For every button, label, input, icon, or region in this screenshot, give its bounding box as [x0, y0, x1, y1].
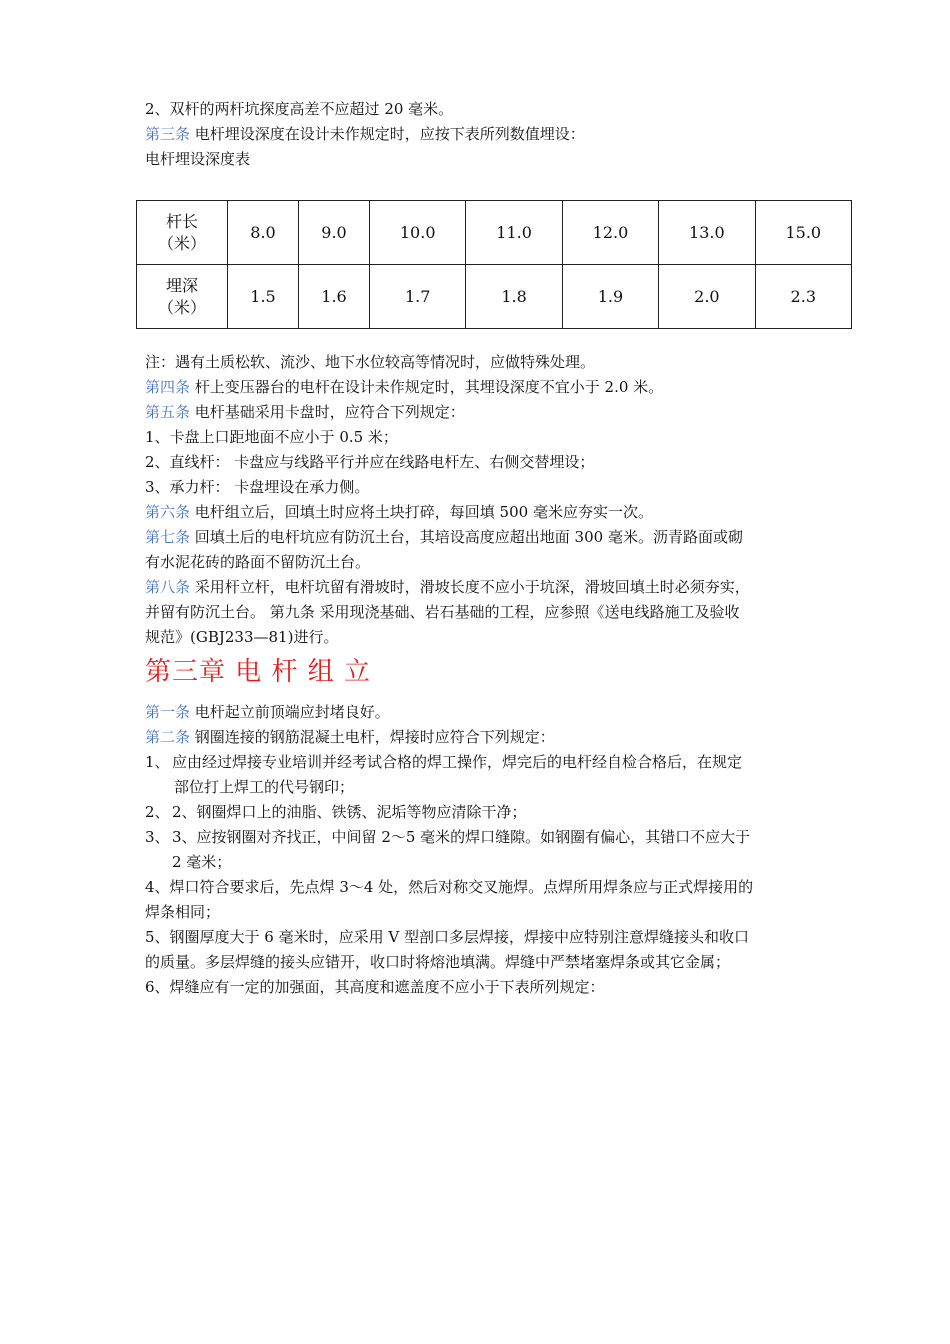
list-line: 2、钢圈焊口上的油脂、铁锈、泥垢等物应清除干净；	[172, 803, 527, 821]
article-3	[145, 122, 825, 147]
row-header-unit: （米）	[157, 233, 206, 253]
table-cell: 1.9	[562, 265, 658, 329]
article-5	[145, 400, 825, 425]
table-cell: 8.0	[228, 201, 299, 265]
list-line: 3、应按钢圈对齐找正，中间留 2～5 毫米的焊口缝隙。如钢圈有偏心，其错口不应大于	[172, 828, 751, 846]
article-7-cont: 有水泥花砖的路面不留防沉土台。	[145, 553, 371, 571]
list-item: 6、焊缝应有一定的加强面，其高度和遮盖度不应小于下表所列规定：	[145, 978, 605, 996]
table-cell: 1.7	[370, 265, 466, 329]
article-label: 第三条	[145, 125, 191, 143]
table-cell: 10.0	[370, 201, 466, 265]
table-cell: 9.0	[299, 201, 370, 265]
chapter-title: 第三章 电 杆 组 立	[145, 657, 372, 687]
row-header-line: 杆长	[165, 211, 198, 231]
clause-line: 2、双杆的两杆坑探度高差不应超过 20 毫米。	[145, 100, 454, 118]
table-cell: 2.0	[659, 265, 755, 329]
article-text: 钢圈连接的钢筋混凝土电杆，焊接时应符合下列规定：	[190, 728, 555, 746]
document-page	[145, 97, 825, 996]
list-item-cont: 焊条相同；	[145, 903, 221, 921]
table-cell: 15.0	[755, 201, 851, 265]
article-text: 电杆起立前顶端应封堵良好。	[190, 703, 390, 721]
list-number: 2、	[145, 803, 170, 821]
article-6	[145, 500, 825, 525]
list-item: 4、焊口符合要求后，先点焊 3～4 处，然后对称交叉施焊。点焊所用焊条应与正式焊接用的	[145, 878, 754, 896]
table-cell: 13.0	[659, 201, 755, 265]
article-8	[145, 575, 825, 600]
table-cell: 1.6	[299, 265, 370, 329]
list-item: 1、卡盘上口距地面不应小于 0.5 米；	[145, 428, 398, 446]
table-title: 电杆埋设深度表	[145, 150, 251, 168]
row-header	[137, 265, 228, 329]
list-item-text	[172, 825, 825, 875]
article-8-cont: 规范》(GBJ233—81)进行。	[145, 628, 339, 646]
row-header	[137, 201, 228, 265]
article-7	[145, 525, 825, 550]
article-label: 第六条	[145, 503, 191, 521]
table-cell: 1.5	[228, 265, 299, 329]
table-cell: 1.8	[466, 265, 562, 329]
note-line: 注：遇有土质松软、流沙、地下水位较高等情况时，应做特殊处理。	[145, 353, 596, 371]
list-item: 3、承力杆： 卡盘埋设在承力侧。	[145, 478, 370, 496]
article-text: 回填土后的电杆坑应有防沉土台，其培设高度应超出地面 300 毫米。沥青路面或砌	[190, 528, 743, 546]
table-cell: 2.3	[755, 265, 851, 329]
table-row	[137, 201, 852, 265]
list-line: 2 毫米；	[172, 853, 232, 871]
list-item	[145, 800, 825, 825]
article-label: 第七条	[145, 528, 191, 546]
chapter-article-1	[145, 700, 825, 725]
list-item-text	[172, 800, 825, 825]
table-cell: 12.0	[562, 201, 658, 265]
article-text: 杆上变压器台的电杆在设计未作规定时，其埋设深度不宜小于 2.0 米。	[190, 378, 664, 396]
article-8-cont: 并留有防沉土台。 第九条 采用现浇基础、岩石基础的工程，应参照《送电线路施工及验收	[145, 603, 740, 621]
article-text: 电杆组立后，回填土时应将土块打碎，每回填 500 毫米应夯实一次。	[190, 503, 653, 521]
chapter-article-2	[145, 725, 825, 750]
row-header-unit: （米）	[157, 297, 206, 317]
row-header-line: 埋深	[165, 275, 198, 295]
article-label: 第二条	[145, 728, 191, 746]
article-label: 第四条	[145, 378, 191, 396]
burial-depth-table	[136, 200, 852, 329]
list-line: 部位打上焊工的代号钢印；	[174, 778, 355, 796]
table-row	[137, 265, 852, 329]
list-item-cont: 的质量。多层焊缝的接头应错开，收口时将熔池填满。焊缝中严禁堵塞焊条或其它金属；	[145, 953, 731, 971]
article-label: 第五条	[145, 403, 191, 421]
article-text: 电杆埋设深度在设计未作规定时，应按下表所列数值埋设：	[190, 125, 585, 143]
article-label: 第一条	[145, 703, 191, 721]
list-item	[145, 825, 825, 875]
article-text: 采用杆立杆，电杆坑留有滑坡时，滑坡长度不应小于坑深，滑坡回填土时必须夯实，	[190, 578, 750, 596]
list-number: 1、	[145, 753, 170, 771]
list-line: 应由经过焊接专业培训并经考试合格的焊工操作，焊完后的电杆经自检合格后，在规定	[172, 753, 743, 771]
article-label: 第八条	[145, 578, 191, 596]
list-item: 5、钢圈厚度大于 6 毫米时，应采用 V 型剖口多层焊接，焊接中应特别注意焊缝接头和收口	[145, 928, 749, 946]
table-cell: 11.0	[466, 201, 562, 265]
body-text	[145, 350, 825, 1000]
article-text: 电杆基础采用卡盘时，应符合下列规定：	[190, 403, 465, 421]
list-item	[145, 750, 825, 800]
list-item: 2、直线杆： 卡盘应与线路平行并应在线路电杆左、右侧交替埋设；	[145, 453, 595, 471]
article-4	[145, 375, 825, 400]
list-item-text	[172, 750, 825, 800]
list-number: 3、	[145, 828, 170, 846]
